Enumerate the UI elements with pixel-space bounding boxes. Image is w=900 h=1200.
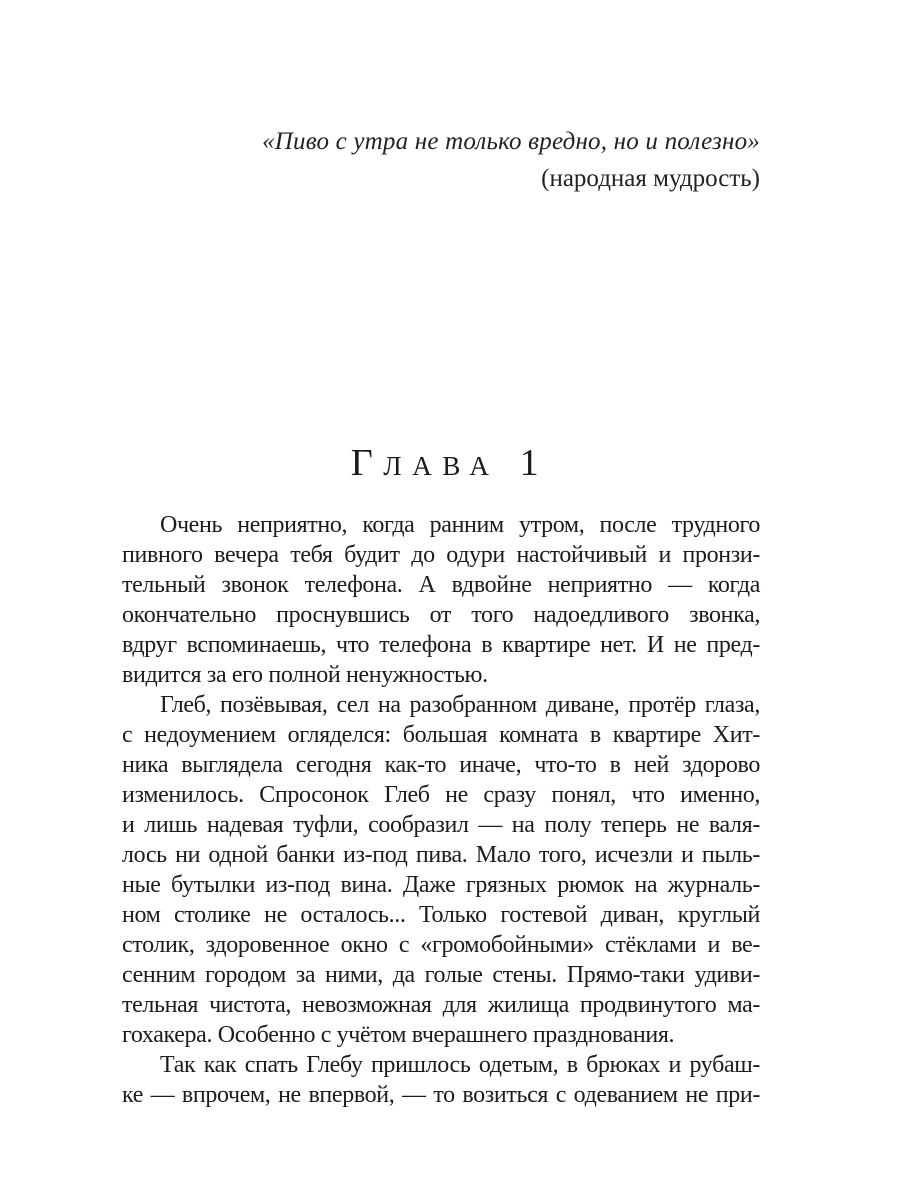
- text-line: и лишь надевая туфли, сообразил — на полу теперь не валя-: [122, 812, 760, 838]
- paragraph: [122, 1050, 760, 1110]
- text-line: тельная чистота, невозможная для жилища продвинутого ма-: [122, 992, 760, 1018]
- text-line: окончательно проснувшись от того надоедливого звонка,: [122, 602, 760, 628]
- text-line: лось ни одной банки из-под пива. Мало того, исчезли и пыль-: [122, 842, 760, 868]
- epigraph-attribution: (народная мудрость): [541, 165, 760, 192]
- text-line: сенним городом за ними, да голые стены. Прямо-таки удиви-: [122, 962, 760, 988]
- body-text: [122, 510, 760, 1110]
- text-line: Очень неприятно, когда ранним утром, после трудного: [160, 512, 760, 538]
- text-line: с недоумением огляделся: большая комната в квартире Хит-: [122, 722, 760, 748]
- text-line: пивного вечера тебя будит до одури настойчивый и пронзи-: [122, 542, 760, 568]
- text-line: ника выглядела сегодня как-то иначе, что-то в ней здорово: [122, 752, 760, 778]
- text-line: ке — впрочем, не впервой, — то возиться с одеванием не при-: [122, 1082, 760, 1108]
- chapter-title: Глава 1: [350, 442, 550, 484]
- paragraph: [122, 510, 760, 690]
- text-line: изменилось. Спросонок Глеб не сразу понял, что именно,: [122, 782, 760, 808]
- text-line: ные бутылки из-под вина. Даже грязных рюмок на журналь-: [122, 872, 760, 898]
- text-line: тельный звонок телефона. А вдвойне неприятно — когда: [122, 572, 760, 598]
- text-line: видится за его полной ненужностью.: [122, 662, 488, 688]
- text-line: вдруг вспоминаешь, что телефона в квартире нет. И не пред-: [122, 632, 760, 658]
- text-line: Так как спать Глебу пришлось одетым, в брюках и рубаш-: [160, 1052, 760, 1078]
- text-line: ном столике не осталось... Только гостевой диван, круглый: [122, 902, 760, 928]
- text-line: Глеб, позёвывая, сел на разобранном диване, протёр глаза,: [160, 692, 760, 718]
- paragraph: [122, 690, 760, 1050]
- epigraph: [122, 123, 760, 197]
- text-line: столик, здоровенное окно с «громобойными» стёклами и ве-: [122, 932, 760, 958]
- text-line: гохакера. Особенно с учётом вчерашнего празднования.: [122, 1022, 675, 1048]
- epigraph-quote: «Пиво с утра не только вредно, но и полезно»: [262, 128, 760, 155]
